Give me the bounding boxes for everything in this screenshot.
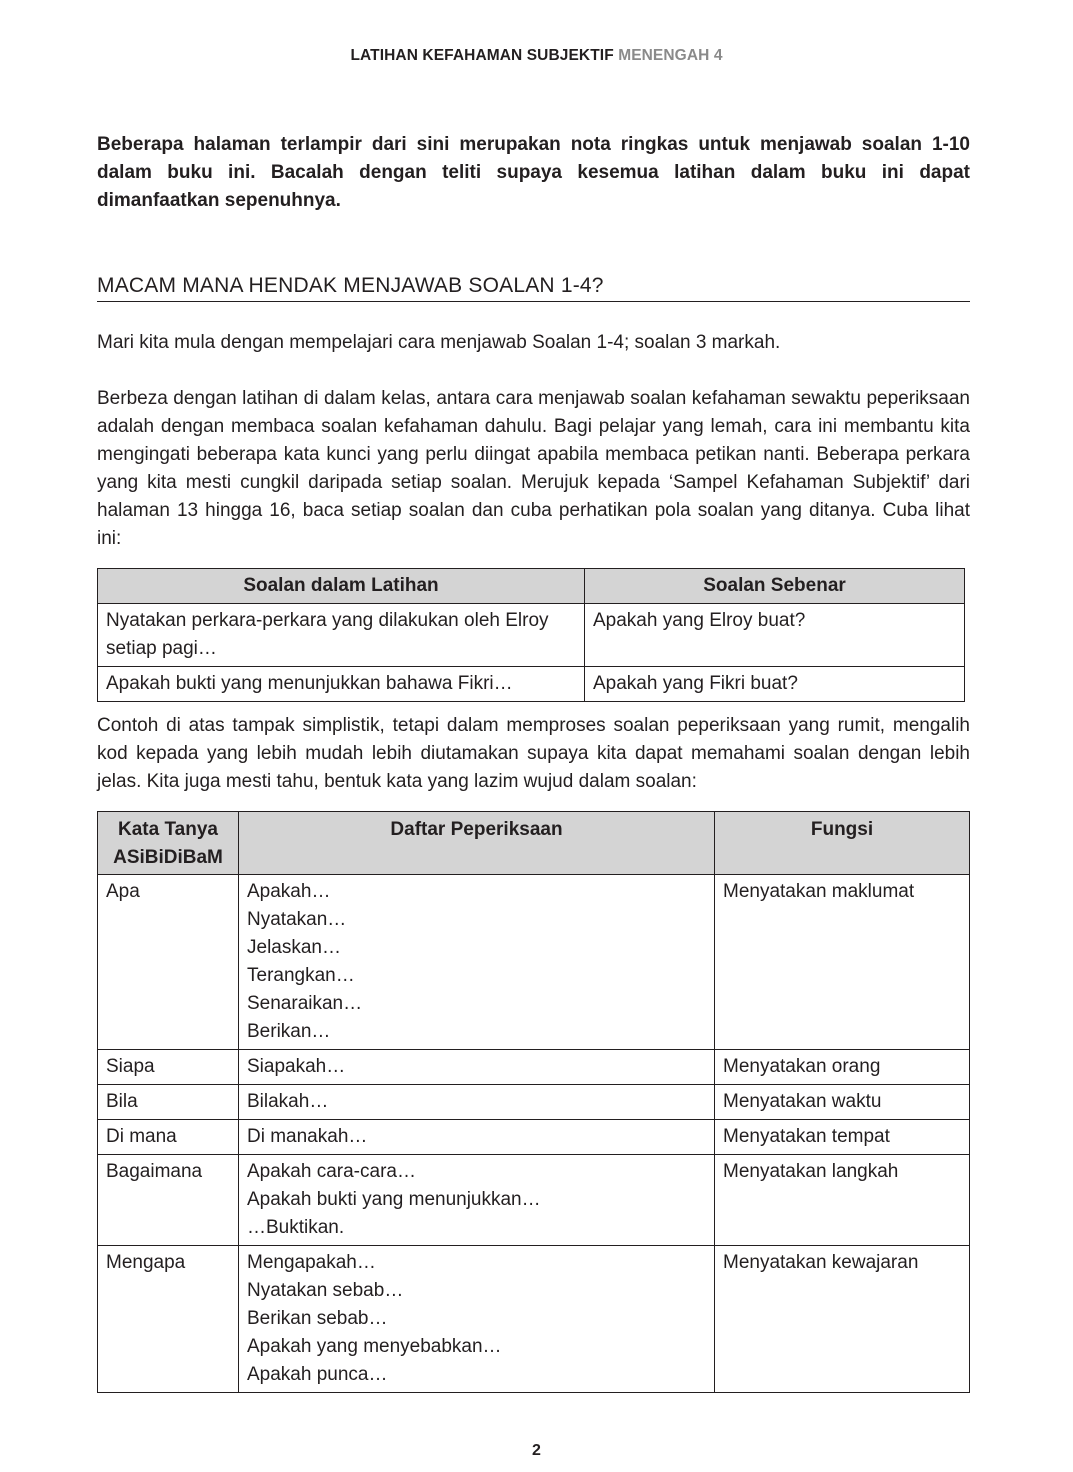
question-comparison-table bbox=[97, 568, 965, 702]
fungsi-cell: Menyatakan tempat bbox=[715, 1120, 970, 1155]
daftar-item: Terangkan… bbox=[247, 965, 355, 986]
paragraph-3: Contoh di atas tampak simplistik, tetapi dalam memproses soalan peperiksaan yang rumit, mengalih kod kepada yang lebih mudah lebih diutamakan supaya kita dapat memahami soalan dengan lebih jelas. Kita juga mesti tahu, bentuk kata yang lazim wujud dalam soalan: bbox=[97, 715, 970, 792]
table-cell: Nyatakan perkara-perkara yang dilakukan oleh Elroy setiap pagi… bbox=[98, 604, 585, 667]
section-title: MACAM MANA HENDAK MENJAWAB SOALAN 1-4? bbox=[97, 272, 970, 302]
daftar-item: Apakah… bbox=[247, 881, 331, 902]
table-cell: Apakah yang Elroy buat? bbox=[585, 604, 965, 667]
daftar-item: Apakah cara-cara… bbox=[247, 1161, 416, 1182]
table-row bbox=[98, 875, 970, 1050]
fungsi-cell: Menyatakan waktu bbox=[715, 1085, 970, 1120]
daftar-item: Berikan sebab… bbox=[247, 1308, 388, 1329]
table-row bbox=[98, 1085, 970, 1120]
table-header-row bbox=[98, 569, 965, 604]
header-title: LATIHAN KEFAHAMAN SUBJEKTIF bbox=[350, 47, 614, 64]
column-header: Kata Tanya ASiBiDiBaM bbox=[98, 812, 239, 875]
daftar-item: Senaraikan… bbox=[247, 993, 363, 1014]
daftar-item: Di manakah… bbox=[247, 1126, 368, 1147]
table-row bbox=[98, 604, 965, 667]
running-header bbox=[0, 47, 1073, 65]
paragraph-2: Berbeza dengan latihan di dalam kelas, antara cara menjawab soalan kefahaman sewaktu peperiksaan adalah dengan membaca soalan kefahaman dahulu. Bagi pelajar yang lemah, cara ini membantu kita mengingati beberapa kata kunci yang perlu diingat apabila membaca petikan nanti. Beberapa perkara yang kita mesti cungkil daripada setiap soalan. Merujuk kepada ‘Sampel Kefahaman Subjektif’ dari halaman 13 hingga 16, baca setiap soalan dan cuba perhatikan pola soalan yang ditanya. Cuba lihat ini: bbox=[97, 388, 970, 549]
daftar-item: Bilakah… bbox=[247, 1091, 329, 1112]
table-cell: Apakah yang Fikri buat? bbox=[585, 667, 965, 702]
page-number: 2 bbox=[532, 1442, 541, 1459]
kata-tanya-cell: Siapa bbox=[98, 1050, 239, 1085]
kata-tanya-cell: Mengapa bbox=[98, 1246, 239, 1393]
daftar-cell bbox=[239, 1246, 715, 1393]
daftar-cell bbox=[239, 1085, 715, 1120]
daftar-cell bbox=[239, 1155, 715, 1246]
fungsi-cell: Menyatakan kewajaran bbox=[715, 1246, 970, 1393]
fungsi-cell: Menyatakan maklumat bbox=[715, 875, 970, 1050]
daftar-item: Berikan… bbox=[247, 1021, 331, 1042]
fungsi-cell: Menyatakan orang bbox=[715, 1050, 970, 1085]
kata-tanya-cell: Bila bbox=[98, 1085, 239, 1120]
table-row bbox=[98, 1120, 970, 1155]
daftar-cell bbox=[239, 875, 715, 1050]
daftar-item: Apakah bukti yang menunjukkan… bbox=[247, 1189, 541, 1210]
daftar-item: Siapakah… bbox=[247, 1056, 346, 1077]
question-word-table bbox=[97, 811, 970, 1393]
table-row bbox=[98, 1246, 970, 1393]
header-level: MENENGAH 4 bbox=[618, 47, 723, 64]
fungsi-cell: Menyatakan langkah bbox=[715, 1155, 970, 1246]
daftar-item: Nyatakan sebab… bbox=[247, 1280, 404, 1301]
table-cell: Apakah bukti yang menunjukkan bahawa Fikri… bbox=[98, 667, 585, 702]
kata-tanya-cell: Apa bbox=[98, 875, 239, 1050]
kata-tanya-cell: Bagaimana bbox=[98, 1155, 239, 1246]
intro-paragraph: Beberapa halaman terlampir dari sini merupakan nota ringkas untuk menjawab soalan 1-10 dalam buku ini. Bacalah dengan teliti supaya kesemua latihan dalam buku ini dapat dimanfaatkan sepenuhnya. bbox=[97, 134, 970, 211]
table-header-row bbox=[98, 812, 970, 875]
column-header: Soalan dalam Latihan bbox=[98, 569, 585, 604]
daftar-item: Nyatakan… bbox=[247, 909, 347, 930]
daftar-item: …Buktikan. bbox=[247, 1217, 345, 1238]
column-header: Fungsi bbox=[715, 812, 970, 875]
daftar-item: Apakah punca… bbox=[247, 1364, 388, 1385]
daftar-cell bbox=[239, 1050, 715, 1085]
kata-tanya-cell: Di mana bbox=[98, 1120, 239, 1155]
daftar-cell bbox=[239, 1120, 715, 1155]
column-header: Daftar Peperiksaan bbox=[239, 812, 715, 875]
table-row bbox=[98, 667, 965, 702]
daftar-item: Apakah yang menyebabkan… bbox=[247, 1336, 502, 1357]
daftar-item: Jelaskan… bbox=[247, 937, 341, 958]
table-row bbox=[98, 1050, 970, 1085]
daftar-item: Mengapakah… bbox=[247, 1252, 376, 1273]
paragraph-1: Mari kita mula dengan mempelajari cara menjawab Soalan 1-4; soalan 3 markah. bbox=[97, 332, 781, 353]
table-row bbox=[98, 1155, 970, 1246]
column-header: Soalan Sebenar bbox=[585, 569, 965, 604]
